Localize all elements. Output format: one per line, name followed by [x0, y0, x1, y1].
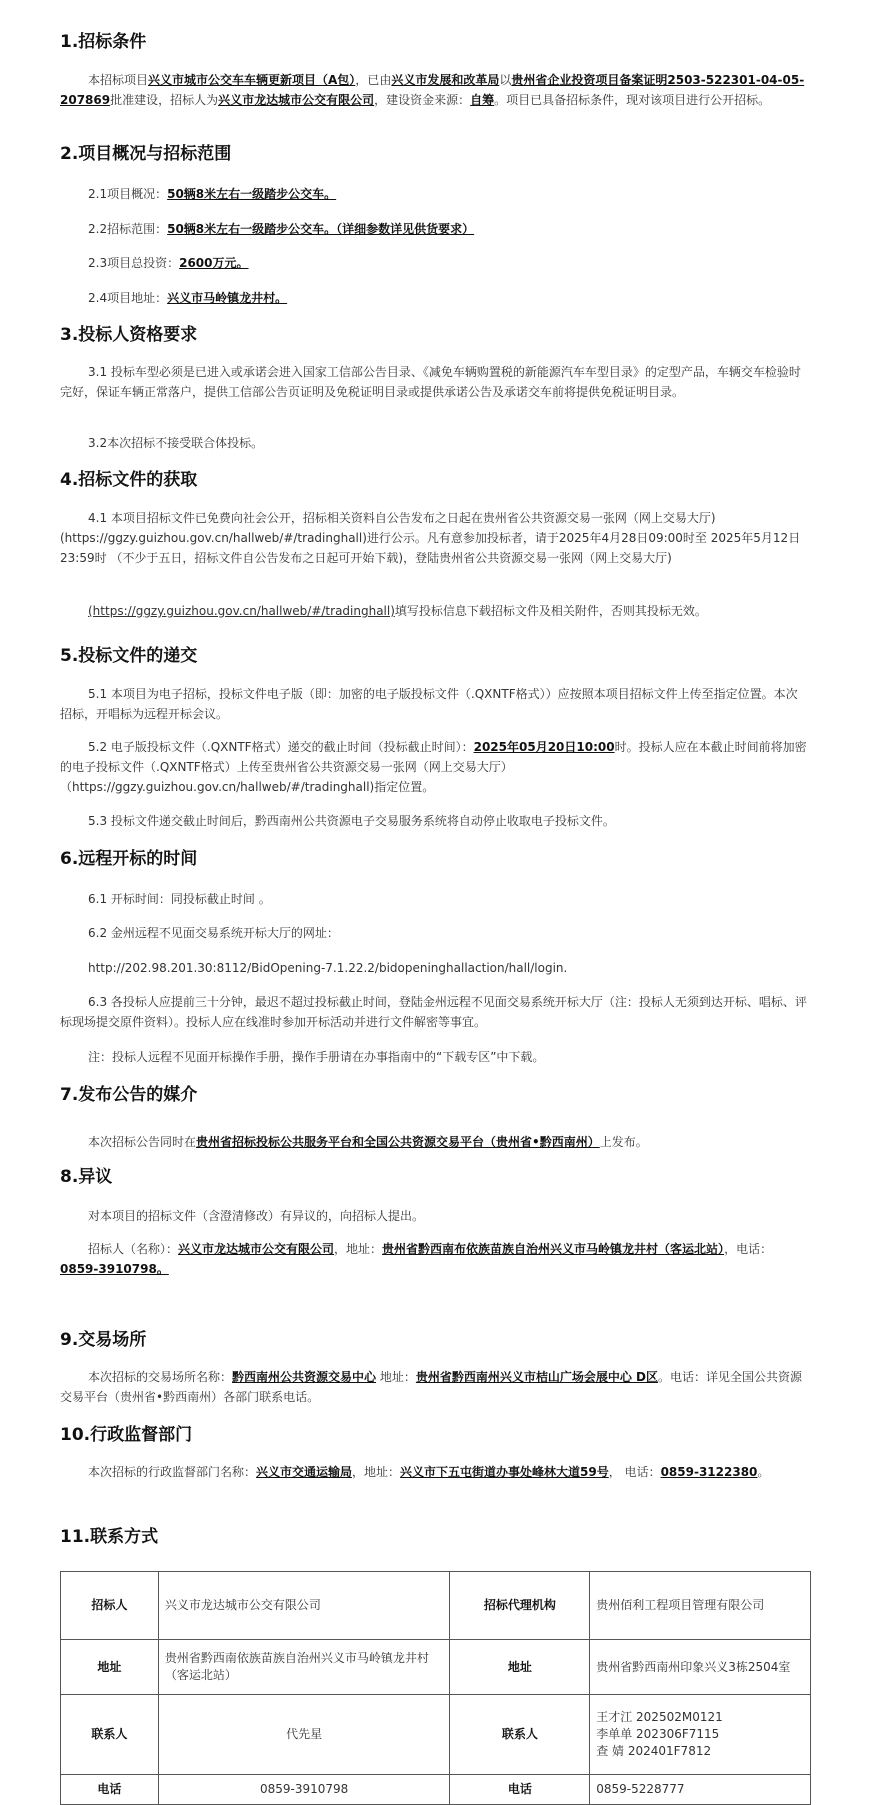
text: 批准建设，招标人为 [110, 93, 219, 107]
label-address: 地址 [61, 1640, 159, 1695]
section-7-heading: 7.发布公告的媒介 [60, 1085, 198, 1105]
text: 。 [757, 1465, 770, 1479]
document-access-text: 4.1 本项目招标文件已免费向社会公开，招标相关资料自公告发布之日起在贵州省公共资源交易一张网（网上交易大厅)(https://ggzy.guizhou.gov.cn/hallweb/#/tradinghall)进行公示。凡有意参加投标者，请于2025年4月28日09:00时至 2025年5月12日23:59时 （不少于五日，招标文件自公告发布之日起可开始下载)，登陆贵州省公共资源交易一张网（网上交易大厅) [60, 511, 801, 565]
text: 时。投标人应在本截止时间前将加密的电子投标文件（.QXNTF格式）上传至贵州省公共资源交易一张网（网上交易大厅）（https://ggzy.guizhou.gov.cn/hallweb/#/tradinghall)指定位置。 [60, 740, 807, 794]
supervision-text [60, 1462, 808, 1482]
submission-text-3: 5.3 投标文件递交截止时间后，黔西南州公共资源电子交易服务系统将自动停止收取电子投标文件。 [88, 814, 615, 828]
label-agency: 招标代理机构 [450, 1572, 590, 1640]
value: 50辆8米左右一级踏步公交车。 [167, 187, 337, 201]
agency-value: 贵州佰利工程项目管理有限公司 [590, 1572, 811, 1640]
text: 招标人（名称）： [88, 1242, 179, 1256]
tenderer-address: 贵州省黔西南布依族苗族自治州兴义市马岭镇龙井村（客运北站） [382, 1242, 725, 1256]
media-text [88, 1132, 808, 1152]
qualification-text: 3.1 投标车型必须是已进入或承诺会进入国家工信部公告目录、《减免车辆购置税的新能源汽车车型目录》的定型产品，车辆交车检验时完好，保证车辆正常落户，提供工信部公告页证明及免税证明目录或提供承诺公告及承诺交车前将提供免税证明目录。 [60, 365, 801, 399]
text: 地址： [376, 1370, 416, 1384]
section-5-heading: 5.投标文件的递交 [60, 646, 198, 666]
table-row [61, 1640, 811, 1695]
submission-text-2 [60, 737, 808, 797]
overview-line [88, 184, 808, 204]
cert-label: 贵州省企业投资项目备案证明 [511, 73, 668, 87]
venue-name: 黔西南州公共资源交易中心 [232, 1370, 377, 1384]
value: 2600万元。 [179, 256, 249, 270]
contact-table [60, 1571, 811, 1805]
project-name: 兴义市城市公交车车辆更新项目（A包） [148, 73, 356, 87]
text: 本次招标公告同时在 [88, 1135, 197, 1149]
section-11-heading: 11.联系方式 [60, 1527, 159, 1547]
text: 。项目已具备招标条件，现对该项目进行公开招标。 [494, 93, 771, 107]
media-name: 贵州省招标投标公共服务平台和全国公共资源交易平台（贵州省•黔西南州） [196, 1135, 600, 1149]
table-row [61, 1572, 811, 1640]
agency-phone-value: 0859-5228777 [590, 1775, 811, 1805]
section-6-heading: 6.远程开标的时间 [60, 849, 198, 869]
list-item: 查 婧 202401F7812 [596, 1744, 712, 1758]
venue-address: 贵州省黔西南州兴义市桔山广场会展中心 D区 [415, 1370, 658, 1384]
opening-hall-text: 6.2 金州远程不见面交易系统开标大厅的网址： [88, 926, 339, 940]
text: ， 电话： [608, 1465, 661, 1479]
value: 兴义市马岭镇龙井村。 [167, 291, 288, 305]
text: ，建设资金来源： [374, 93, 471, 107]
text: 2.1项目概况： [88, 187, 168, 201]
section-9-heading: 9.交易场所 [60, 1330, 147, 1350]
label-phone: 电话 [61, 1775, 159, 1805]
text: 本次招标的行政监督部门名称： [88, 1465, 257, 1479]
text: 以 [499, 73, 512, 87]
text: 5.2 电子版投标文件（.QXNTF格式）递交的截止时间（投标截止时间）： [88, 740, 474, 754]
text: 本次招标的交易场所名称： [88, 1370, 233, 1384]
text: ，已由 [355, 73, 392, 87]
supervisor-address: 兴义市下五屯街道办事处峰林大道59号 [400, 1465, 609, 1479]
no-consortium-text: 3.2本次招标不接受联合体投标。 [88, 436, 264, 450]
venue-text [60, 1367, 808, 1407]
section-3-heading: 3.投标人资格要求 [60, 325, 198, 345]
supervisor-name: 兴义市交通运输局 [256, 1465, 353, 1479]
supervisor-phone: 0859-3122380 [660, 1465, 758, 1479]
tenderer: 兴义市龙达城市公交有限公司 [218, 93, 375, 107]
agency-contacts-value [590, 1695, 811, 1775]
section-2-heading: 2.项目概况与招标范围 [60, 144, 232, 164]
deadline: 2025年05月20日10:00 [473, 740, 615, 754]
opening-hall-url[interactable]: http://202.98.201.30:8112/BidOpening-7.1.22.2/bidopeninghallaction/hall/login. [88, 961, 568, 975]
tenderer-value: 兴义市龙达城市公交有限公司 [158, 1572, 450, 1640]
cert-number: 2503-522301-04-05-207869 [60, 73, 805, 107]
text: 本招标项目 [88, 73, 149, 87]
label-address: 地址 [450, 1640, 590, 1695]
text: 2.3项目总投资： [88, 256, 180, 270]
text: 上发布。 [599, 1135, 648, 1149]
label-contact: 联系人 [450, 1695, 590, 1775]
text: ，地址： [352, 1465, 401, 1479]
label-tenderer: 招标人 [61, 1572, 159, 1640]
trading-hall-link[interactable]: (https://ggzy.guizhou.gov.cn/hallweb/#/tradinghall) [88, 604, 395, 618]
section-10-heading: 10.行政监督部门 [60, 1425, 193, 1445]
list-item: 李单单 202306F7115 [596, 1727, 720, 1741]
approver: 兴义市发展和改革局 [391, 73, 500, 87]
tenderer-phone-value: 0859-3910798 [158, 1775, 450, 1805]
fund-source: 自筹 [470, 93, 495, 107]
tenderer-address-value: 贵州省黔西南依族苗族自治州兴义市马岭镇龙井村（客运北站） [158, 1640, 450, 1695]
address-line [88, 288, 808, 308]
label-contact: 联系人 [61, 1695, 159, 1775]
value: 50辆8米左右一级踏步公交车。（详细参数详见供货要求） [167, 222, 475, 236]
submission-text-1: 5.1 本项目为电子招标，投标文件电子版（即：加密的电子版投标文件（.QXNTF格式））应按照本项目招标文件上传至指定位置。本次招标，开唱标为远程开标会议。 [60, 687, 798, 721]
opening-time-text: 6.1 开标时间：同投标截止时间 。 [88, 892, 271, 906]
tenderer-name: 兴义市龙达城市公交有限公司 [178, 1242, 335, 1256]
list-item: 王才江 202502M0121 [596, 1710, 723, 1724]
agency-address-value: 贵州省黔西南州印象兴义3栋2504室 [590, 1640, 811, 1695]
text: 2.4项目地址： [88, 291, 168, 305]
section-4-heading: 4.招标文件的获取 [60, 470, 198, 490]
objection-text: 对本项目的招标文件（含澄清修改）有异议的，向招标人提出。 [88, 1209, 425, 1223]
tenderer-info [60, 1239, 808, 1279]
text: ，地址： [334, 1242, 383, 1256]
table-row [61, 1695, 811, 1775]
manual-note: 注：投标人远程不见面开标操作手册，操作手册请在办事指南中的“下载专区”中下载。 [88, 1050, 545, 1064]
tenderer-phone: 0859-3910798。 [60, 1262, 169, 1276]
section-1-text [60, 70, 808, 110]
tenderer-contact-value: 代先星 [158, 1695, 450, 1775]
text: 2.2招标范围： [88, 222, 168, 236]
document-access-text-2 [88, 601, 808, 621]
scope-line [88, 219, 808, 239]
section-1-heading: 1.招标条件 [60, 32, 147, 52]
investment-line [88, 253, 808, 273]
section-8-heading: 8.异议 [60, 1167, 113, 1187]
text: ，电话： [724, 1242, 773, 1256]
text: 。电话：详见全国公共资源交易平台（贵州省•黔西南州）各部门联系电话。 [60, 1370, 803, 1404]
label-phone: 电话 [450, 1775, 590, 1805]
text: 填写投标信息下载招标文件及相关附件，否则其投标无效。 [394, 604, 707, 618]
remote-opening-text: 6.3 各投标人应提前三十分钟，最迟不超过投标截止时间，登陆金州远程不见面交易系统开标大厅（注：投标人无须到达开标、唱标、评标现场提交原件资料）。投标人应在线准时参加开标活动并进行文件解密等事宜。 [60, 995, 807, 1029]
